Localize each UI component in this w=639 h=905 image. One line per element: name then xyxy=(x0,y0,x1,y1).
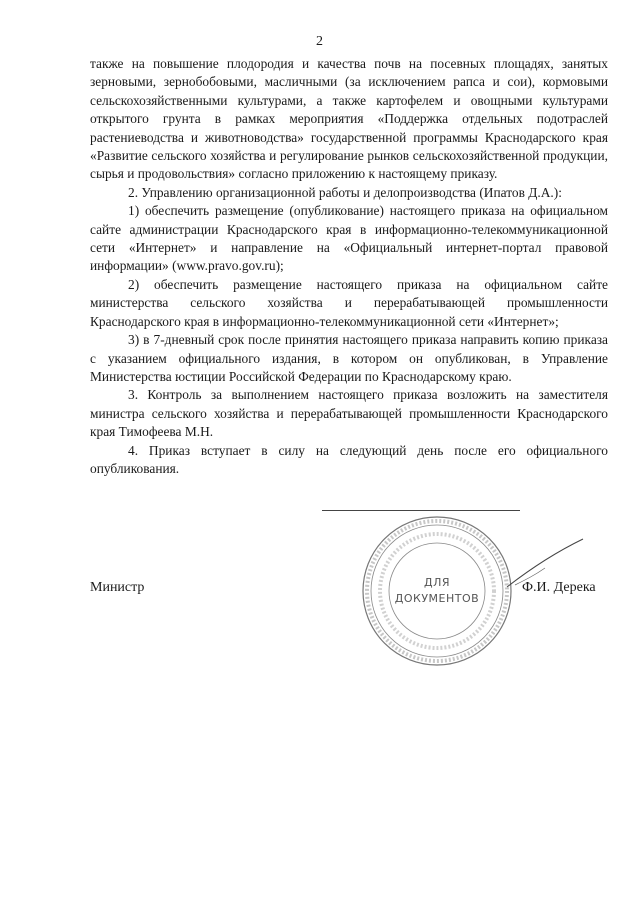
seal-stamp-icon xyxy=(358,512,516,670)
end-rule xyxy=(322,510,520,511)
stamp-line-1: ДЛЯ xyxy=(423,576,451,589)
order-body xyxy=(90,55,608,478)
stamp-line-2: ДОКУМЕНТОВ xyxy=(394,592,480,605)
item-2-1: 1) обеспечить размещение (опубликование) настоящего приказа на официальном сайте администрации Краснодарского края в информационно-телекоммуникационной сети «Интернет» и направление на «Официальный интернет-портал правовой информации» (www.pravo.gov.ru); xyxy=(90,203,608,274)
lead-paragraph: также на повышение плодородия и качества почв на посевных площадях, занятых зерновыми, зернобобовыми, масличными (за исключением рапса и сои), кормовыми сельскохозяйственными культурами, а также картофелем и овощными культурами открытого грунта в рамках мероприятия «Поддержка отдельных подотраслей растениеводства и животноводства» государственной программы Краснодарского края «Развитие сельского хозяйства и регулирование рынков сельскохозяйственной продукции, сырья и продовольствия» согласно приложению к настоящему приказу. xyxy=(90,56,608,182)
signatory-role: Министр xyxy=(90,580,145,595)
item-4: 4. Приказ вступает в силу на следующий день после его официального опубликования. xyxy=(90,442,608,476)
page-number: 2 xyxy=(316,34,323,49)
signatory-name: Ф.И. Дерека xyxy=(522,580,596,595)
item-2-2: 2) обеспечить размещение настоящего приказа на официальном сайте министерства сельского хозяйства и перерабатывающей промышленности Краснодарского края в информационно-телекоммуникационной сети «Интернет»; xyxy=(90,276,608,329)
item-2-3: 3) в 7-дневный срок после принятия настоящего приказа направить копию приказа с указанием официального издания, в котором он опубликован, в Управление Министерства юстиции Российской Федерации по Краснодарскому краю. xyxy=(90,332,608,384)
item-3: 3. Контроль за выполнением настоящего приказа возложить на заместителя министра сельского хозяйства и перерабатывающей промышленности Краснодарского края Тимофеева М.Н. xyxy=(90,387,608,440)
item-2: 2. Управлению организационной работы и делопроизводства (Ипатов Д.А.): xyxy=(128,184,562,200)
